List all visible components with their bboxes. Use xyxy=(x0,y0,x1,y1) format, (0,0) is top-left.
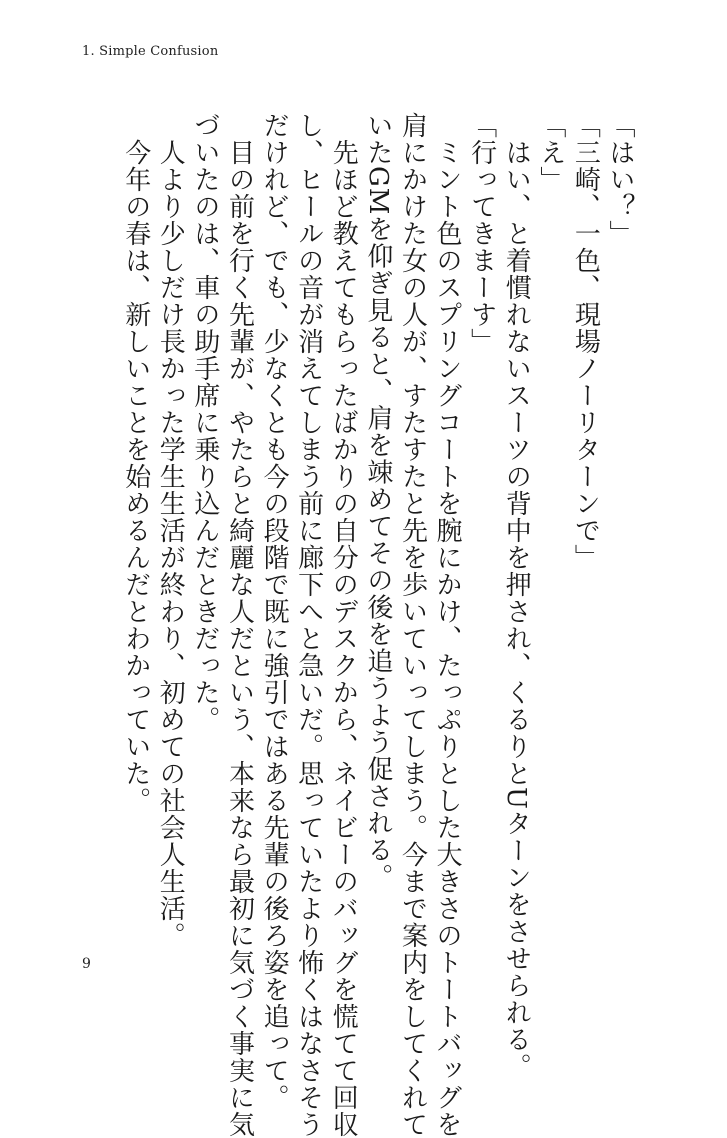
text-line: 先ほど教えてもらったばかりの自分のデスクから、ネイビーのバッグを慌てて回収 xyxy=(328,112,359,1138)
text-line: 「え」 xyxy=(535,112,566,193)
body-text xyxy=(118,112,637,1138)
text-line: 人より少しだけ長かった学生生活が終わり、初めての社会人生活。 xyxy=(155,112,186,949)
text-line: はい、と着慣れないスーツの背中を押され、くるりとUターンをさせられる。 xyxy=(501,112,532,1080)
text-line: 「三崎、一色、現場ノーリターンで」 xyxy=(570,112,601,571)
text-line: 肩にかけた女の人が、すたすたと先を歩いていってしまう。今まで案内をしてくれて xyxy=(397,112,428,1138)
text-line: だけれど、でも、少なくとも今の段階で既に強引ではある先輩の後ろ姿を追って。 xyxy=(259,112,290,1111)
text-line: し、ヒールの音が消えてしまう前に廊下へと急いだ。思っていたより怖くはなさそう xyxy=(293,112,324,1138)
text-line: ミント色のスプリングコートを腕にかけ、たっぷりとした大きさのトートバッグを xyxy=(432,112,463,1138)
text-line: づいたのは、車の助手席に乗り込んだときだった。 xyxy=(189,112,220,733)
text-line: 目の前を行く先輩が、やたらと綺麗な人だという、本来なら最初に気づく事実に気 xyxy=(224,112,255,1138)
text-line: いたGMを仰ぎ見ると、肩を竦めてその後を追うよう促される。 xyxy=(362,112,393,891)
running-header: 1. Simple Confusion xyxy=(82,44,219,59)
page-number: 9 xyxy=(82,956,91,972)
text-line: 今年の春は、新しいことを始めるんだとわかっていた。 xyxy=(120,112,151,814)
text-line: 「はい？」 xyxy=(605,112,635,247)
text-line: 「行ってきまーす」 xyxy=(466,112,497,355)
